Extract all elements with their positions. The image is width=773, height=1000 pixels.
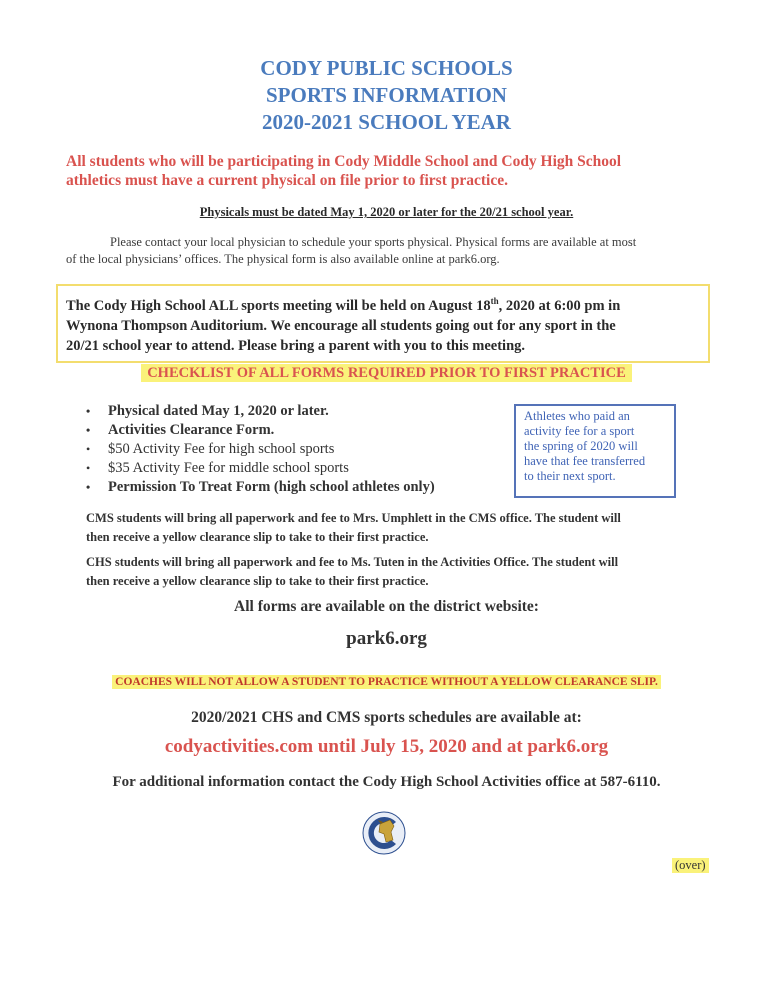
header-title-line1: CODY PUBLIC SCHOOLS: [260, 56, 513, 80]
list-item: • $50 Activity Fee for high school sports: [86, 441, 335, 457]
bullet-icon: •: [86, 404, 91, 418]
contact-line2: of the local physicians’ offices. The physical form is also available online at park6.org.: [66, 252, 500, 266]
fee-box-line1: Athletes who paid an: [524, 409, 630, 423]
website-link[interactable]: park6.org: [346, 628, 427, 649]
school-logo: [360, 810, 408, 856]
chs-paragraph: [86, 553, 706, 591]
fee-box-line3: the spring of 2020 will: [524, 439, 638, 453]
cms-line2: then receive a yellow clearance slip to take to their first practice.: [86, 530, 429, 544]
meeting-line1-sup: th: [490, 296, 499, 306]
bullet-icon: •: [86, 461, 91, 475]
fee-box-line2: activity fee for a sport: [524, 424, 635, 438]
fee-transfer-note-box: [514, 404, 676, 498]
header-title-line3: 2020-2021 SCHOOL YEAR: [262, 110, 511, 134]
checklist-title-text: CHECKLIST OF ALL FORMS REQUIRED PRIOR TO FIRST PRACTICE: [141, 364, 632, 382]
fee-box-line4: have that fee transferred: [524, 454, 646, 468]
schedule-link[interactable]: codyactivities.com until July 15, 2020 and at park6.org: [164, 736, 609, 757]
bullet-icon: •: [86, 480, 91, 494]
meeting-line1-part2: , 2020 at 6:00 pm in: [498, 297, 621, 314]
list-item: • $35 Activity Fee for middle school sports: [86, 460, 349, 476]
fee-box-line5: to their next sport.: [524, 469, 616, 483]
coaches-warning: [0, 672, 773, 690]
meeting-line3: 20/21 school year to attend. Please bring a parent with you to this meeting.: [66, 337, 526, 354]
intro-line2: athletics must have a current physical on file prior to first practice.: [66, 172, 508, 189]
meeting-line2: Wynona Thompson Auditorium. We encourage all students going out for any sport in the: [66, 317, 616, 334]
meeting-box: [56, 284, 710, 363]
checklist: [86, 402, 506, 497]
over-note: (over): [672, 858, 709, 873]
bullet-icon: •: [86, 442, 91, 456]
contact-line1: Please contact your local physician to schedule your sports physical. Physical forms are available at most: [110, 235, 637, 249]
bullet-icon: •: [86, 423, 91, 437]
cms-paragraph: [86, 509, 706, 547]
coaches-warning-text: COACHES WILL NOT ALLOW A STUDENT TO PRACTICE WITHOUT A YELLOW CLEARANCE SLIP.: [112, 675, 661, 689]
cms-line1: CMS students will bring all paperwork and fee to Mrs. Umphlett in the CMS office. The student will: [86, 511, 621, 525]
schedules-text: 2020/2021 CHS and CMS sports schedules are available at:: [191, 709, 582, 726]
list-item: • Physical dated May 1, 2020 or later.: [86, 403, 329, 419]
additional-info: For additional information contact the Cody High School Activities office at 587-6110.: [112, 774, 661, 790]
chs-line2: then receive a yellow clearance slip to take to their first practice.: [86, 574, 429, 588]
list-item: • Activities Clearance Form.: [86, 422, 275, 438]
header-title-line2: SPORTS INFORMATION: [266, 83, 507, 107]
intro-line1: All students who will be participating in Cody Middle School and Cody High School: [66, 153, 622, 170]
bronco-logo-icon: [360, 810, 408, 856]
list-item: • Permission To Treat Form (high school athletes only): [86, 479, 435, 495]
physicals-note: Physicals must be dated May 1, 2020 or later for the 20/21 school year.: [199, 205, 574, 219]
chs-line1: CHS students will bring all paperwork and fee to Ms. Tuten in the Activities Office. The student will: [86, 555, 619, 569]
checklist-title: [0, 364, 773, 382]
forms-available-text: All forms are available on the district website:: [234, 598, 539, 615]
meeting-line1-part1: The Cody High School ALL sports meeting will be held on August 18: [66, 297, 491, 314]
contact-paragraph: [66, 234, 716, 268]
